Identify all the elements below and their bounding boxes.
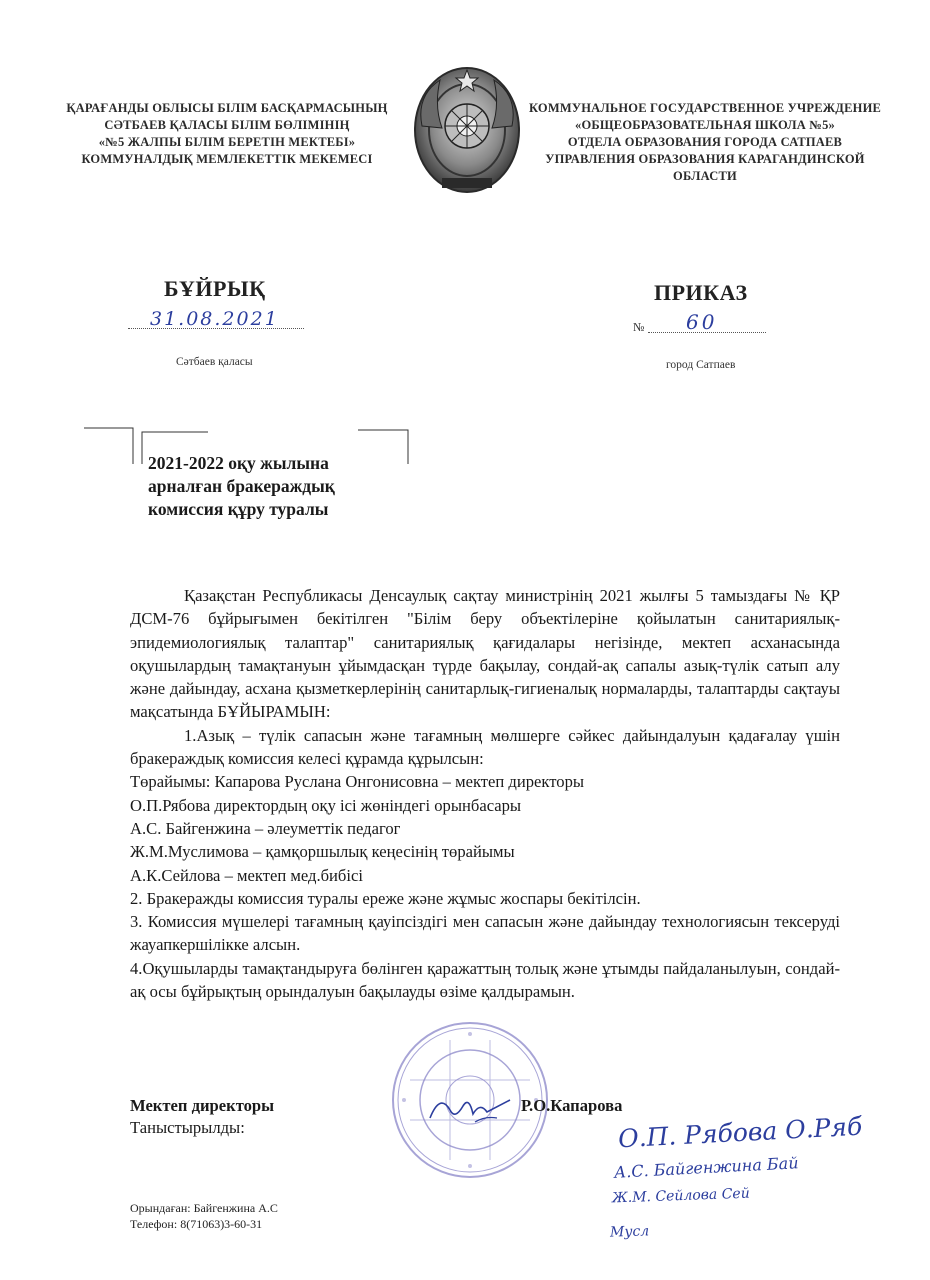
order-title-ru: ПРИКАЗ	[654, 280, 748, 305]
executor-name: Орындаған: Байгенжина А.С	[130, 1201, 278, 1215]
header-left-line: ҚАРАҒАНДЫ ОБЛЫСЫ БІЛІМ БАСҚАРМАСЫНЫҢ	[66, 101, 388, 115]
executor-info	[130, 1200, 278, 1232]
executor-phone: Телефон: 8(71063)3-60-31	[130, 1217, 263, 1231]
body-intro: Қазақстан Республикасы Денсаулық сақтау министрінің 2021 жылғы 5 тамыздағы № ҚР ДСМ-76 бұйрығымен бекітілген "Білім беру объектілеріне қойылатын санитариялық-эпидемиологиялық талаптар" санитариялық қағидалары негізінде, мектеп асханасында оқушылардың тамақтануын ұйымдасқан түрде бақылау, сондай-ақ сапалы азық-түлік сатып алу және дайындау, асхана қызметкерлерінің санитарлық-гигиеналық нормаларды, талаптарды сақтауы мақсатында БҰЙЫРАМЫН:	[130, 586, 840, 722]
order-body	[130, 584, 840, 1003]
member-line: А.К.Сейлова – мектеп мед.бибісі	[130, 865, 363, 885]
header-left-line: КОММУНАЛДЫҚ МЕМЛЕКЕТТІК МЕКЕМЕСІ	[81, 152, 373, 166]
header-left-line: «№5 ЖАЛПЫ БІЛІМ БЕРЕТІН МЕКТЕБІ»	[98, 135, 356, 149]
kazakhstan-emblem-icon	[412, 66, 522, 202]
member-line: О.П.Рябова директордың оқу ісі жөніндегі орынбасары	[130, 795, 522, 815]
director-signature	[425, 1088, 515, 1128]
subject-line: комиссия құру туралы	[148, 499, 329, 519]
header-right-line: ОТДЕЛА ОБРАЗОВАНИЯ ГОРОДА САТПАЕВ	[567, 135, 843, 149]
acquaintance-signature: О.П. Рябова О.Ряб	[617, 1111, 863, 1154]
member-line: Төрайымы: Капарова Руслана Онгонисовна – мектеп директоры	[130, 772, 585, 792]
director-name: Р.О.Капарова	[521, 1096, 623, 1115]
order-date-handwritten: 31.08.2021	[150, 308, 279, 330]
subject-line: 2021-2022 оқу жылына	[148, 453, 329, 473]
acquainted-label: Таныстырылды:	[130, 1118, 245, 1137]
body-item-4: 4.Оқушыларды тамақтандыруға бөлінген қаражаттың толық және ұтымды пайдаланылуын, сондай-ақ осы бұйрықтың орындалуын бақылауды өзіме қалдырамын.	[130, 958, 840, 1002]
header-left-kz	[52, 100, 402, 168]
header-right-line: УПРАВЛЕНИЯ ОБРАЗОВАНИЯ КАРАГАНДИНСКОЙ	[545, 152, 865, 166]
order-number-prefix: №	[633, 320, 645, 334]
member-line: Ж.М.Муслимова – қамқоршылық кеңесінің төрайымы	[130, 842, 515, 862]
subject-line: арналған бракераждық	[148, 476, 335, 496]
header-right-line: ОБЛАСТИ	[673, 169, 737, 183]
city-kz: Сәтбаев қаласы	[176, 356, 253, 368]
header-right-ru	[520, 100, 890, 185]
body-item-3: 3. Комиссия мүшелері тағамның қауіпсіздігі мен сапасын және дайындау технологиясын тексеруді жауапкершілікке алсын.	[130, 912, 840, 955]
director-position: Мектеп директоры	[130, 1096, 275, 1115]
order-number-handwritten: 60	[686, 310, 718, 334]
city-ru: город Сатпаев	[666, 359, 736, 371]
order-subject	[148, 452, 408, 521]
acquaintance-signature: Мусл	[609, 1223, 650, 1241]
acquaintance-signature: А.С. Байгенжина Бай	[613, 1153, 799, 1182]
header-right-line: «ОБЩЕОБРАЗОВАТЕЛЬНАЯ ШКОЛА №5»	[575, 118, 835, 132]
order-title-kz: БҰЙРЫҚ	[164, 276, 266, 301]
body-item-2: 2. Бракеражды комиссия туралы ереже және жұмыс жоспары бекітілсін.	[130, 888, 641, 908]
acquaintance-signature: Ж.М. Сейлова Сей	[611, 1185, 750, 1207]
body-item-1: 1.Азық – түлік сапасын және тағамның мөлшерге сәйкес дайындалуын қадағалау үшін бракераждық комиссия келесі құрамда құрылсын:	[130, 725, 840, 769]
header-right-line: КОММУНАЛЬНОЕ ГОСУДАРСТВЕННОЕ УЧРЕЖДЕНИЕ	[528, 101, 882, 115]
header-left-line: СӘТБАЕВ ҚАЛАСЫ БІЛІМ БӨЛІМІНІҢ	[104, 118, 350, 132]
member-line: А.С. Байгенжина – әлеуметтік педагог	[130, 818, 401, 838]
